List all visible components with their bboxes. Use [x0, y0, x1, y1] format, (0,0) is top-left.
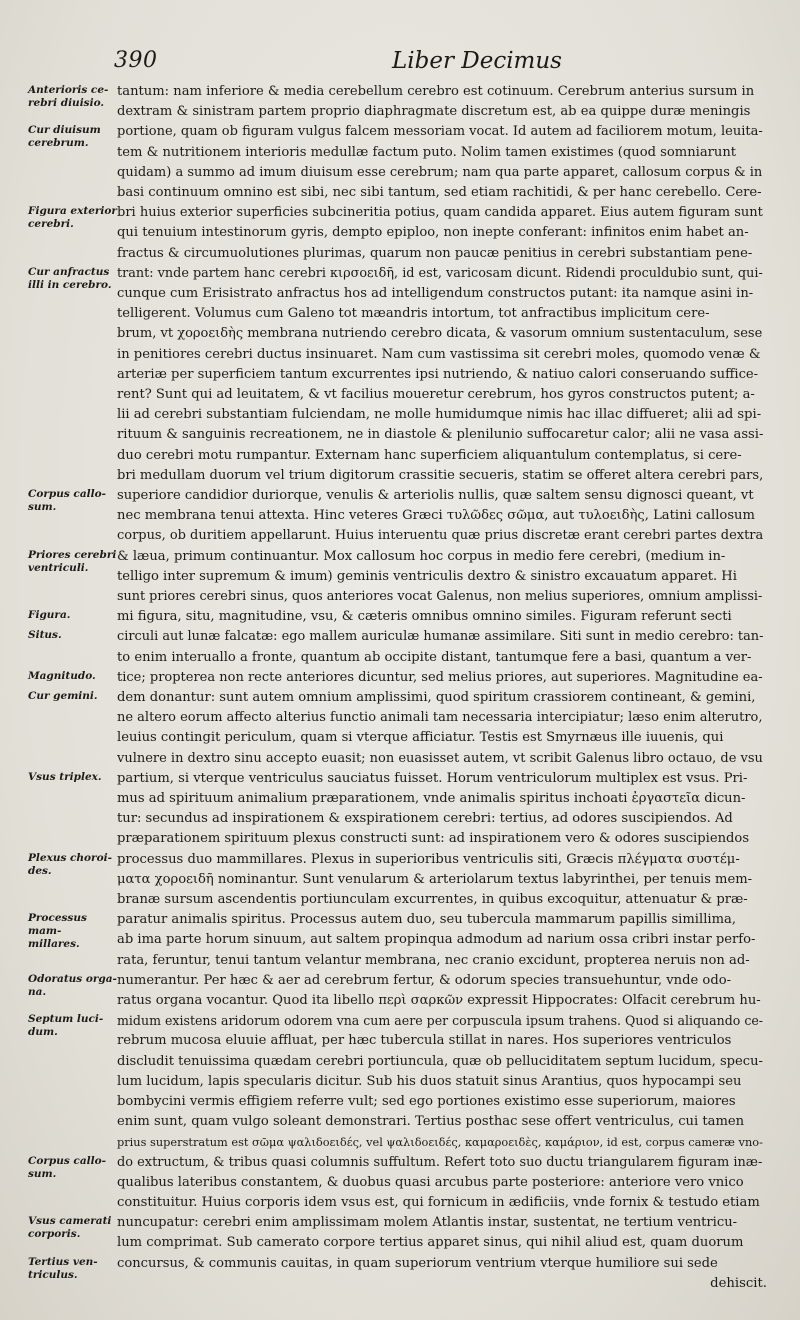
text-line: fractus & circumuolutiones plurimas, quarum non paucæ penitius in cerebri substantiam pene-: [117, 245, 753, 261]
text-line: mi figura, situ, magnitudine, vsu, & cæteris omnibus omnino similes. Figuram referunt secti: [117, 609, 732, 625]
text-line: basi continuum omnino est sibi, nec sibi tantum, sed etiam rachitidi, & per hanc cerebello. Cere-: [117, 185, 762, 200]
margin-note: Figura.: [28, 609, 71, 622]
text-line: trant: vnde partem hanc cerebri κιρσοειδῆ, id est, varicosam dicunt. Ridendi proculdubio sunt, qui-: [117, 265, 763, 281]
text-line: telligerent. Volumus cum Galeno tot mæandris intortum, tot anfractibus implicitum cere-: [117, 306, 710, 322]
text-line: cunque cum Erisistrato anfractus hos ad intelligendum constructos putant: ita namque asini in-: [117, 286, 754, 301]
text-line: ab ima parte horum sinuum, aut saltem propinqua admodum ad narium ossa cribri instar perfo-: [117, 932, 756, 948]
text-line: tice; propterea non recte anteriores dicuntur, sed melius priores, aut superiores. Magnitudine ea-: [117, 669, 763, 685]
text-line: dextram & sinistram partem proprio diaphragmate discretum est, ab ea quippe duræ meningis: [117, 104, 751, 120]
text-line: ratus organa vocantur. Quod ita libello περὶ σαρκῶν expressit Hippocrates: Olfacit cerebrum hu-: [117, 993, 761, 1008]
margin-note: Septum luci- dum.: [28, 1013, 104, 1039]
text-line: in penitiores cerebri ductus insinuaret. Nam cum vastissima sit cerebri moles, quomodo venæ &: [117, 346, 761, 362]
text-line: bombycini vermis effigiem referre vult; sed ego portiones existimo esse superiorum, maiores: [117, 1094, 736, 1109]
text-line: dem donantur: sunt autem omnium amplissimi, quod spiritum crassiorem contineant, & gemini,: [117, 690, 756, 705]
text-line: duo cerebri motu rumpantur. Externam hanc superficiem aliquantulum contemplatus, si cere-: [117, 447, 742, 463]
text-line: rebrum mucosa eluuie affluat, per hæc tubercula stillat in nares. Hos superiores ventriculos: [117, 1033, 732, 1049]
margin-note: Vsus triplex.: [28, 770, 102, 783]
text-line: lum lucidum, lapis specularis dicitur. Sub his duos statuit sinus Arantius, quos hypocampi seu: [117, 1073, 742, 1089]
margin-notes: [28, 0, 117, 1320]
text-line: corpus, ob duritiem appellarunt. Huius interuentu quæ prius discretæ erant cerebri partes dextra: [117, 528, 764, 544]
text-line: partium, si vterque ventriculus sauciatus fuisset. Horum ventriculorum multiplex est vsus. Pri-: [117, 770, 748, 786]
text-line: bri huius exterior superficies subcineritia potius, quam candida apparet. Eius autem figuram sunt: [117, 205, 763, 221]
text-line: rituum & sanguinis recreationem, ne in diastole & plenilunio suffocaretur calor; alii ne vasa assi-: [117, 427, 764, 443]
text-line: tantum: nam inferiore & media cerebellum cerebro est cotinuum. Cerebrum anterius sursum in: [117, 84, 755, 99]
text-line: rent? Sunt qui ad leuitatem, & vt facilius moueretur cerebrum, hos gyros constructos putent; a-: [117, 387, 755, 402]
text-line: numerantur. Per hæc & aer ad cerebrum fertur, & odorum species transuehuntur, vnde odo-: [117, 972, 732, 988]
margin-note: Cur diuisum cerebrum.: [28, 124, 101, 150]
running-title: Liber Decimus: [392, 48, 562, 74]
text-line: do extructum, & tribus quasi columnis suffultum. Refert toto suo ductu triangularem figuram inæ-: [117, 1154, 763, 1170]
text-line: rata, feruntur, tenui tantum velantur membrana, nec cranio excidunt, propterea neruis non ad-: [117, 952, 750, 968]
text-line: branæ sursum ascendentis portiunculam excurrentes, in quibus excoquitur, attenuatur & præ-: [117, 892, 748, 907]
text-line: concursus, & communis cauitas, in quam superiorum ventrium vterque humiliore sui sede: [117, 1255, 718, 1271]
text-line: lii ad cerebri substantiam fulciendam, ne molle humidumque nimis hac illac diffueret; alii ad spi-: [117, 407, 762, 423]
margin-note: Plexus choroi- des.: [28, 851, 112, 877]
text-line: constituitur. Huius corporis idem vsus est, qui fornicum in ædificiis, vnde fornix & testudo etiam: [117, 1195, 760, 1210]
text-line: arteriæ per superficiem tantum excurrentes ipsi nutriendo, & natiuo calori conseruando suffice-: [117, 366, 759, 382]
text-line: superiore candidior duriorque, venulis & arteriolis nullis, quæ saltem sensu dignosci queant, vt: [117, 488, 754, 503]
margin-note: Anterioris ce- rebri diuisio.: [28, 84, 109, 109]
margin-note: Vsus camerati corporis.: [28, 1215, 112, 1241]
margin-note: Cur gemini.: [28, 690, 98, 702]
margin-note: Figura exterior cerebri.: [28, 205, 117, 231]
text-line: to enim interuallo a fronte, quantum ab occipite distant, tantumque fere a basi, quantum a ver-: [117, 649, 752, 665]
text-line: prius superstratum est σῶμα ψαλιδοειδές, vel ψαλιδοειδές, καμαροειδὲς, καμάριον, id est, corpus cameræ vno-: [117, 1135, 763, 1150]
text-line: portione, quam ob figuram vulgus falcem messoriam vocat. Id autem ad faciliorem motum, leuita-: [117, 124, 763, 140]
text-line: tem & nutritionem interioris medullæ factum puto. Nolim tamen existimes (quod somniarunt: [117, 144, 737, 160]
margin-note: Magnitudo.: [28, 669, 96, 682]
text-line: sunt priores cerebri sinus, quos anteriores vocat Galenus, non melius superiores, omnium amplissi-: [117, 589, 763, 604]
margin-note: Odoratus orga- na.: [28, 972, 117, 998]
text-line: midum existens aridorum odorem vna cum aere per corpuscula ipsum trahens. Quod si aliquando ce-: [117, 1013, 764, 1029]
text-line: qui tenuium intestinorum gyris, dempto epiploo, non inepte conferant: infinitos enim habet an-: [117, 225, 749, 241]
text-line: telligo inter supremum & imum) geminis ventriculis dextro & sinistro excauatum apparet. Hi: [117, 568, 737, 584]
text-line: processus duo mammillares. Plexus in superioribus ventriculis siti, Græcis πλέγματα συστέμ-: [117, 851, 740, 867]
margin-note: Tertius ven- triculus.: [28, 1255, 98, 1281]
text-line: qualibus lateribus constantem, & duobus quasi arcubus parte posteriore: anteriore vero vnico: [117, 1174, 744, 1190]
text-line: mus ad spirituum animalium præparationem, vnde animalis spiritus inchoati ἐργαστεῖα dicun-: [117, 791, 746, 806]
margin-note: Corpus callo- sum.: [28, 488, 106, 513]
text-line: leuius contingit periculum, quam si vterque afficiatur. Testis est Smyrnæus ille iuuenis, qui: [117, 730, 724, 746]
text-line: præparationem spirituum plexus constructi sunt: ad inspirationem vero & odores suscipiendos: [117, 831, 750, 847]
text-line: enim sunt, quam vulgo soleant demonstrari. Tertius posthac sese offert ventriculus, cui tamen: [117, 1114, 745, 1130]
page-number: 390: [114, 48, 158, 73]
text-line: vulnere in dextro sinu accepto euasit; non euasisset autem, vt scribit Galenus libro octauo, de vsu: [117, 750, 763, 766]
text-line: tur: secundus ad inspirationem & exspirationem cerebri: tertius, ad odores suscipiendos. Ad: [117, 811, 733, 827]
margin-note: Priores cerebri ventriculi.: [28, 548, 117, 574]
text-line: circuli aut lunæ falcatæ: ego mallem auriculæ humanæ assimilare. Siti sunt in medio cerebro: tan-: [117, 629, 764, 645]
margin-note: Situs.: [28, 629, 62, 642]
text-line: ne altero eorum affecto alterius functio animali tam necessaria intercipiatur; læso enim alterutro,: [117, 710, 763, 726]
text-line: nuncupatur: cerebri enim amplissimam molem Atlantis instar, sustentat, ne tertium ventricu-: [117, 1215, 738, 1231]
margin-note: Corpus callo- sum.: [28, 1154, 106, 1180]
text-line: quidam) a summo ad imum diuisum esse cerebrum; nam qua parte apparet, callosum corpus & in: [117, 164, 763, 180]
text-line: dehiscit.: [710, 1275, 767, 1291]
text-line: paratur animalis spiritus. Processus autem duo, seu tubercula mammarum papillis simillima,: [117, 912, 736, 928]
margin-note: Processus mam- millares.: [28, 912, 87, 951]
margin-note: Cur anfractus illi in cerebro.: [28, 265, 112, 291]
text-line: bri medullam duorum vel trium digitorum crassitie secueris, statim se offeret altera cerebri pars,: [117, 467, 764, 483]
text-line: discludit tenuissima quædam cerebri portiuncula, quæ ob pelluciditatem septum lucidum, specu-: [117, 1053, 763, 1069]
text-line: lum comprimat. Sub camerato corpore tertius apparet sinus, qui nihil aliud est, quam duorum: [117, 1235, 744, 1251]
text-line: ματα χοροειδῆ nominantur. Sunt venularum & arteriolarum textus labyrinthei, per tenuis mem-: [117, 871, 753, 887]
text-line: brum, vt χοροειδὴς membrana nutriendo cerebro dicata, & vasorum omnium sustentaculum, sese: [117, 326, 763, 342]
text-line: & læua, primum continuantur. Mox callosum hoc corpus in medio fere cerebri, (medium in-: [117, 548, 726, 564]
text-line: nec membrana tenui attexta. Hinc veteres Græci τυλῶδες σῶμα, aut τυλοειδὴς, Latini callosum: [117, 508, 755, 524]
body-text: [117, 0, 767, 1320]
